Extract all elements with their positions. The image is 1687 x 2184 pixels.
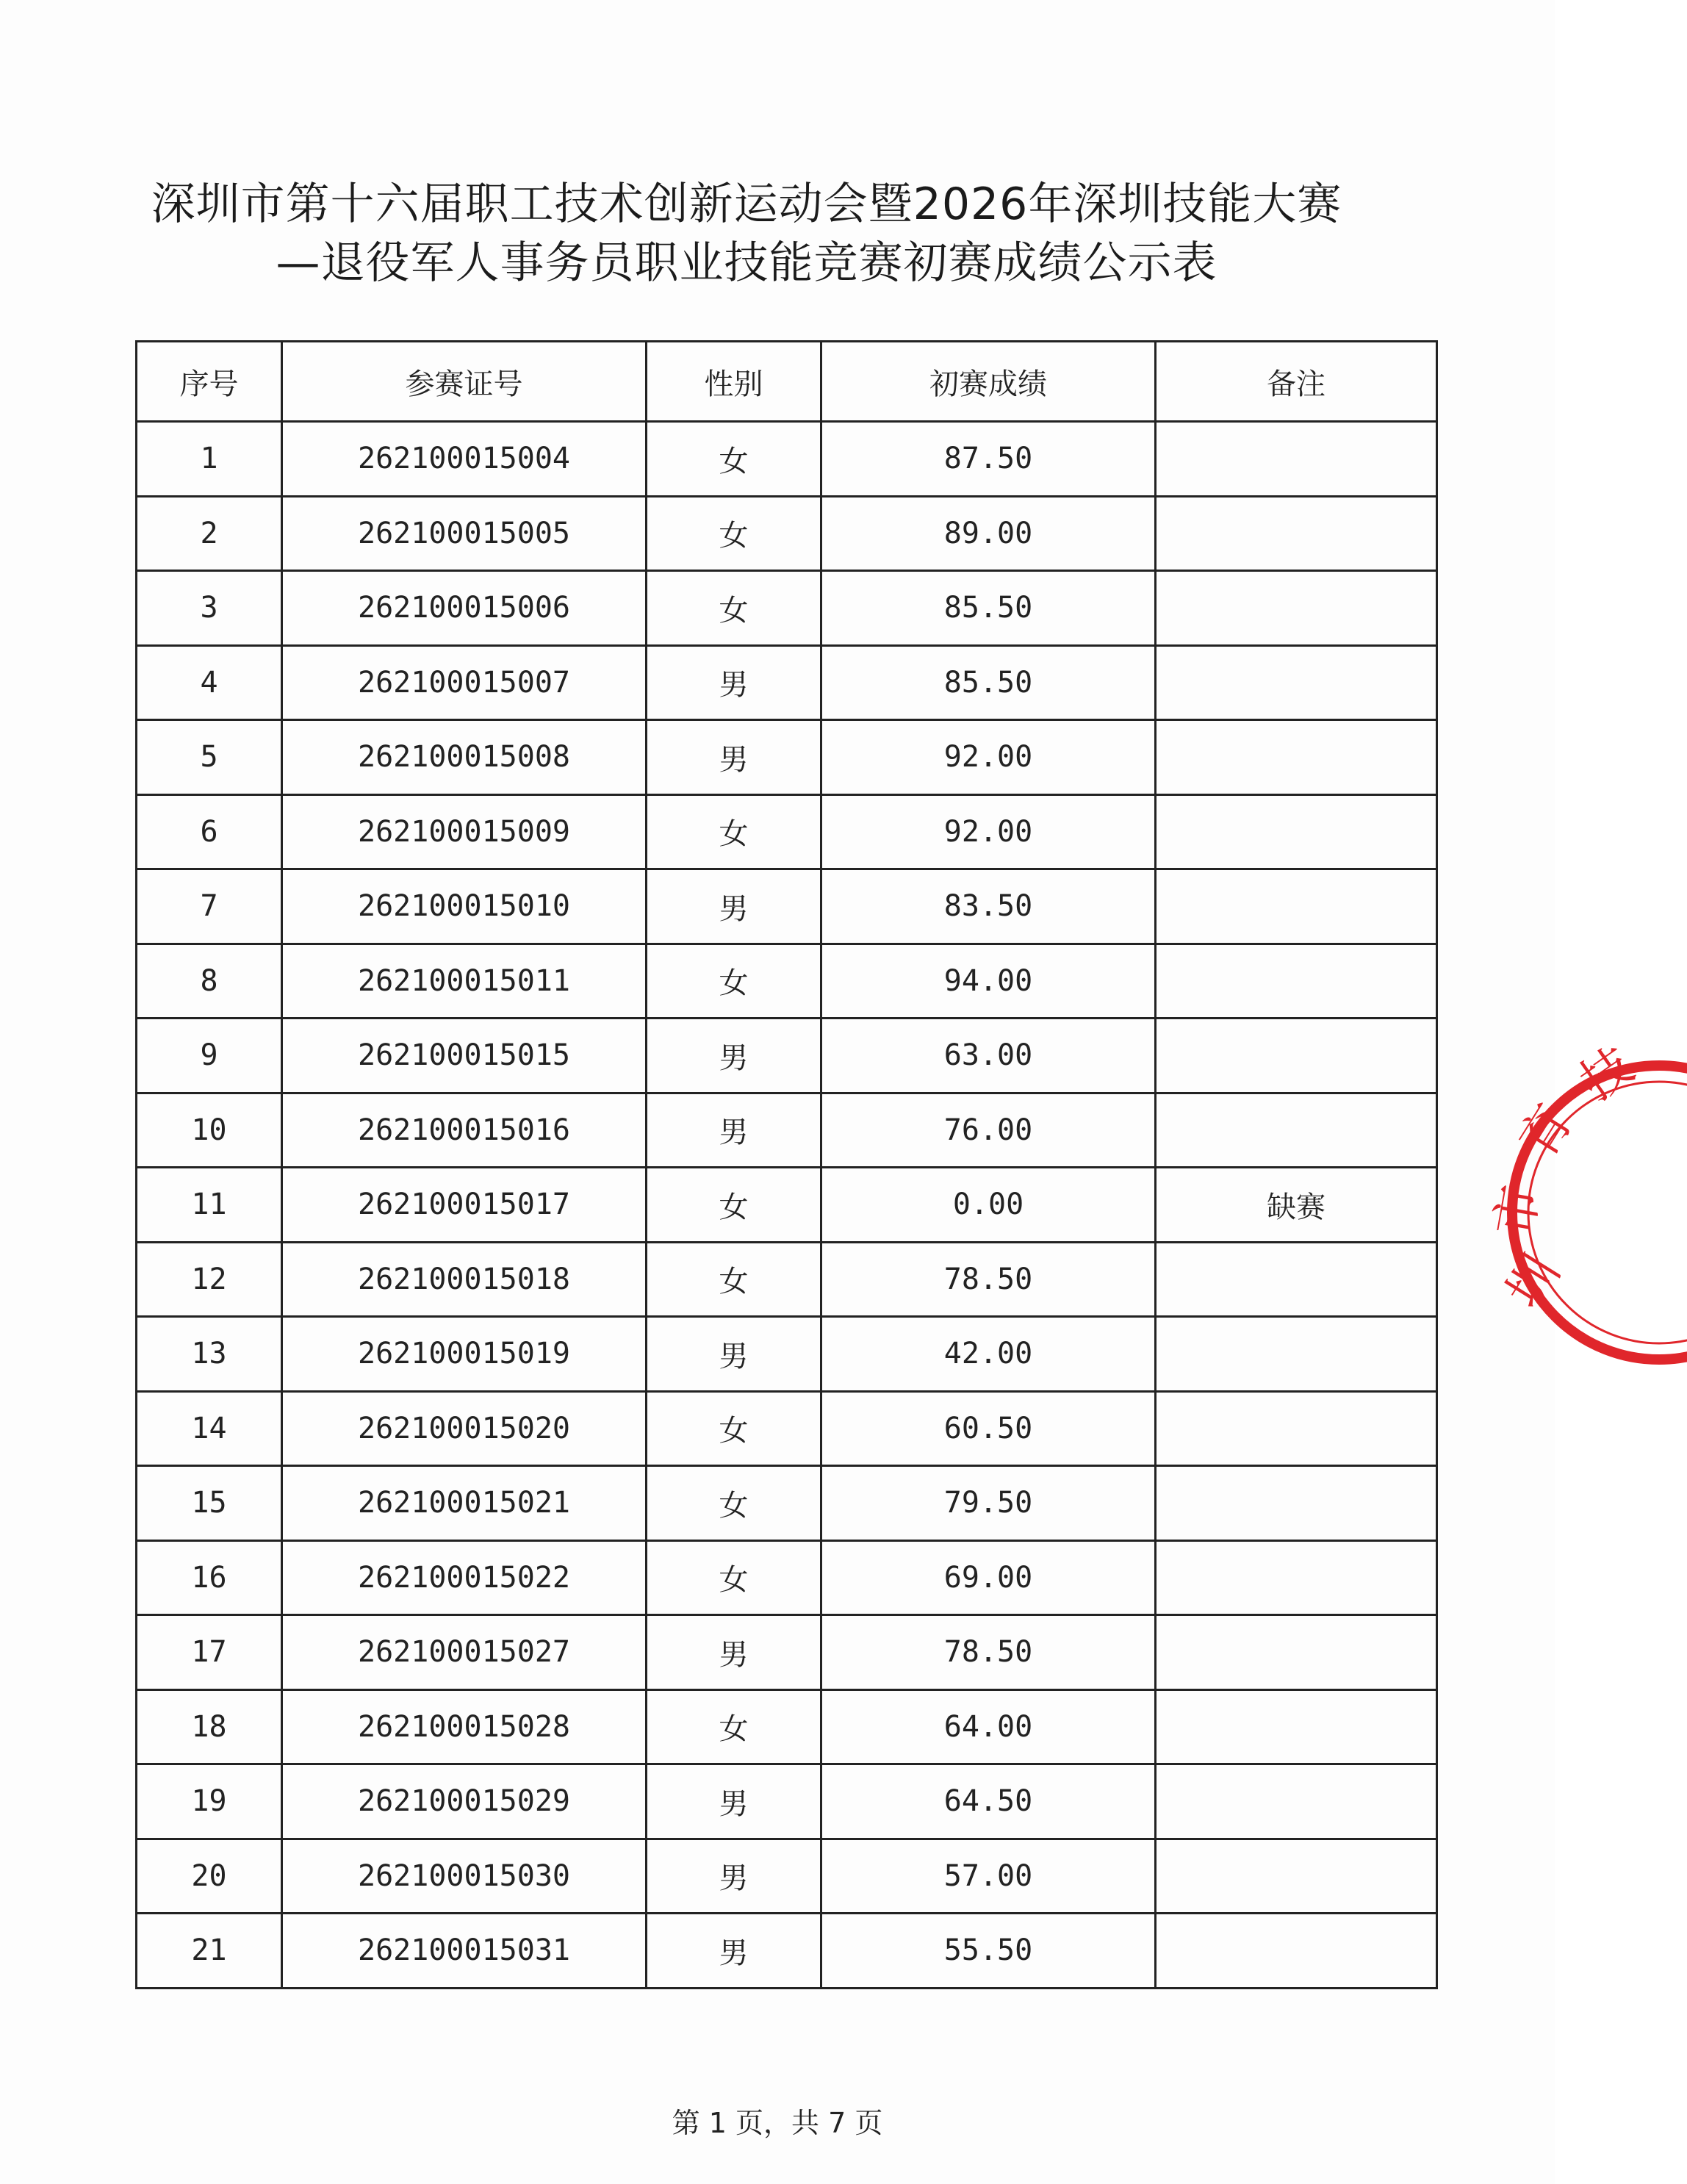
cell-score: 60.50 xyxy=(821,1391,1156,1466)
cell-gender: 女 xyxy=(647,1540,821,1615)
cell-remark xyxy=(1156,1466,1437,1541)
cell-index: 14 xyxy=(137,1391,282,1466)
cell-cert-no: 262100015017 xyxy=(282,1168,647,1243)
cell-gender: 男 xyxy=(647,1019,821,1093)
header-remark: 备注 xyxy=(1156,342,1437,422)
cell-remark xyxy=(1156,1317,1437,1392)
cell-remark xyxy=(1156,1242,1437,1317)
table-row xyxy=(137,1839,1437,1914)
cell-score: 87.50 xyxy=(821,422,1156,497)
cell-score: 92.00 xyxy=(821,794,1156,869)
table-row xyxy=(137,1689,1437,1764)
cell-score: 78.50 xyxy=(821,1242,1156,1317)
cell-index: 18 xyxy=(137,1689,282,1764)
cell-remark xyxy=(1156,1093,1437,1168)
table-row xyxy=(137,869,1437,944)
cell-cert-no: 262100015031 xyxy=(282,1914,647,1989)
cell-cert-no: 262100015006 xyxy=(282,571,647,646)
cell-index: 6 xyxy=(137,794,282,869)
cell-index: 8 xyxy=(137,944,282,1019)
header-cert-no: 参赛证号 xyxy=(282,342,647,422)
cell-index: 12 xyxy=(137,1242,282,1317)
table-row xyxy=(137,1914,1437,1989)
cell-score: 55.50 xyxy=(821,1914,1156,1989)
cell-remark xyxy=(1156,1914,1437,1989)
cell-index: 17 xyxy=(137,1615,282,1690)
cell-score: 42.00 xyxy=(821,1317,1156,1392)
cell-cert-no: 262100015019 xyxy=(282,1317,647,1392)
cell-score: 85.50 xyxy=(821,571,1156,646)
cell-cert-no: 262100015016 xyxy=(282,1093,647,1168)
cell-score: 0.00 xyxy=(821,1168,1156,1243)
table-row xyxy=(137,1317,1437,1392)
table-row xyxy=(137,1168,1437,1243)
cell-remark xyxy=(1156,1615,1437,1690)
cell-cert-no: 262100015011 xyxy=(282,944,647,1019)
cell-gender: 女 xyxy=(647,571,821,646)
cell-gender: 女 xyxy=(647,1466,821,1541)
table-row xyxy=(137,1540,1437,1615)
cell-index: 4 xyxy=(137,645,282,720)
seal-char-4: 技 xyxy=(1569,1036,1644,1113)
table-body xyxy=(137,422,1437,1989)
seal-char-2: 市 xyxy=(1484,1181,1551,1240)
cell-index: 11 xyxy=(137,1168,282,1243)
cell-remark xyxy=(1156,1689,1437,1764)
cell-gender: 女 xyxy=(647,1168,821,1243)
cell-gender: 女 xyxy=(647,794,821,869)
cell-score: 94.00 xyxy=(821,944,1156,1019)
cell-cert-no: 262100015020 xyxy=(282,1391,647,1466)
cell-gender: 男 xyxy=(647,645,821,720)
cell-cert-no: 262100015021 xyxy=(282,1466,647,1541)
cell-index: 19 xyxy=(137,1764,282,1839)
cell-gender: 男 xyxy=(647,1914,821,1989)
cell-index: 20 xyxy=(137,1839,282,1914)
cell-index: 9 xyxy=(137,1019,282,1093)
cell-index: 10 xyxy=(137,1093,282,1168)
table-row xyxy=(137,571,1437,646)
table-row xyxy=(137,794,1437,869)
cell-cert-no: 262100015004 xyxy=(282,422,647,497)
cell-remark xyxy=(1156,794,1437,869)
table-row xyxy=(137,1764,1437,1839)
seal-char-1: 圳 xyxy=(1495,1245,1572,1319)
cell-score: 57.00 xyxy=(821,1839,1156,1914)
cell-gender: 女 xyxy=(647,1391,821,1466)
cell-remark xyxy=(1156,645,1437,720)
table-row xyxy=(137,1615,1437,1690)
cell-remark xyxy=(1156,496,1437,571)
cell-gender: 男 xyxy=(647,720,821,795)
cell-cert-no: 262100015027 xyxy=(282,1615,647,1690)
cell-index: 5 xyxy=(137,720,282,795)
table-header-row xyxy=(137,342,1437,422)
header-index: 序号 xyxy=(137,342,282,422)
cell-gender: 女 xyxy=(647,944,821,1019)
table-row xyxy=(137,422,1437,497)
cell-cert-no: 262100015015 xyxy=(282,1019,647,1093)
header-score: 初赛成绩 xyxy=(821,342,1156,422)
cell-gender: 女 xyxy=(647,1689,821,1764)
cell-cert-no: 262100015022 xyxy=(282,1540,647,1615)
cell-index: 21 xyxy=(137,1914,282,1989)
table-row xyxy=(137,645,1437,720)
table-row xyxy=(137,496,1437,571)
cell-remark xyxy=(1156,1019,1437,1093)
cell-gender: 男 xyxy=(647,869,821,944)
table-row xyxy=(137,1242,1437,1317)
cell-remark xyxy=(1156,869,1437,944)
cell-gender: 女 xyxy=(647,1242,821,1317)
document-title-line2: —退役军人事务员职业技能竞赛初赛成绩公示表 xyxy=(276,237,1217,289)
cell-index: 3 xyxy=(137,571,282,646)
cell-score: 63.00 xyxy=(821,1019,1156,1093)
cell-score: 69.00 xyxy=(821,1540,1156,1615)
cell-cert-no: 262100015028 xyxy=(282,1689,647,1764)
cell-remark xyxy=(1156,422,1437,497)
cell-cert-no: 262100015009 xyxy=(282,794,647,869)
table-row xyxy=(137,944,1437,1019)
cell-index: 15 xyxy=(137,1466,282,1541)
cell-remark: 缺赛 xyxy=(1156,1168,1437,1243)
cell-remark xyxy=(1156,944,1437,1019)
cell-score: 78.50 xyxy=(821,1615,1156,1690)
cell-score: 76.00 xyxy=(821,1093,1156,1168)
cell-remark xyxy=(1156,1764,1437,1839)
cell-score: 85.50 xyxy=(821,645,1156,720)
cell-cert-no: 262100015007 xyxy=(282,645,647,720)
table-row xyxy=(137,1093,1437,1168)
cell-remark xyxy=(1156,571,1437,646)
cell-cert-no: 262100015030 xyxy=(282,1839,647,1914)
cell-score: 83.50 xyxy=(821,869,1156,944)
table-row xyxy=(137,1019,1437,1093)
cell-score: 92.00 xyxy=(821,720,1156,795)
cell-remark xyxy=(1156,1391,1437,1466)
cell-score: 89.00 xyxy=(821,496,1156,571)
cell-index: 1 xyxy=(137,422,282,497)
cell-cert-no: 262100015010 xyxy=(282,869,647,944)
cell-cert-no: 262100015018 xyxy=(282,1242,647,1317)
table-row xyxy=(137,1391,1437,1466)
cell-index: 16 xyxy=(137,1540,282,1615)
document-title-line1: 深圳市第十六届职工技术创新运动会暨2026年深圳技能大赛 xyxy=(151,179,1342,230)
cell-score: 79.50 xyxy=(821,1466,1156,1541)
official-seal-icon xyxy=(1467,1036,1687,1367)
cell-gender: 男 xyxy=(647,1839,821,1914)
table-row xyxy=(137,1466,1437,1541)
cell-gender: 男 xyxy=(647,1764,821,1839)
header-gender: 性别 xyxy=(647,342,821,422)
cell-gender: 男 xyxy=(647,1093,821,1168)
cell-score: 64.50 xyxy=(821,1764,1156,1839)
cell-index: 13 xyxy=(137,1317,282,1392)
cell-gender: 男 xyxy=(647,1317,821,1392)
cell-cert-no: 262100015029 xyxy=(282,1764,647,1839)
cell-score: 64.00 xyxy=(821,1689,1156,1764)
cell-cert-no: 262100015005 xyxy=(282,496,647,571)
seal-char-3: 育 xyxy=(1508,1094,1585,1168)
cell-gender: 女 xyxy=(647,496,821,571)
cell-gender: 男 xyxy=(647,1615,821,1690)
cell-remark xyxy=(1156,1839,1437,1914)
score-table xyxy=(135,340,1438,1989)
page-number: 第 1 页，共 7 页 xyxy=(672,2107,883,2139)
cell-index: 2 xyxy=(137,496,282,571)
cell-gender: 女 xyxy=(647,422,821,497)
table-row xyxy=(137,720,1437,795)
cell-index: 7 xyxy=(137,869,282,944)
cell-cert-no: 262100015008 xyxy=(282,720,647,795)
cell-remark xyxy=(1156,1540,1437,1615)
cell-remark xyxy=(1156,720,1437,795)
